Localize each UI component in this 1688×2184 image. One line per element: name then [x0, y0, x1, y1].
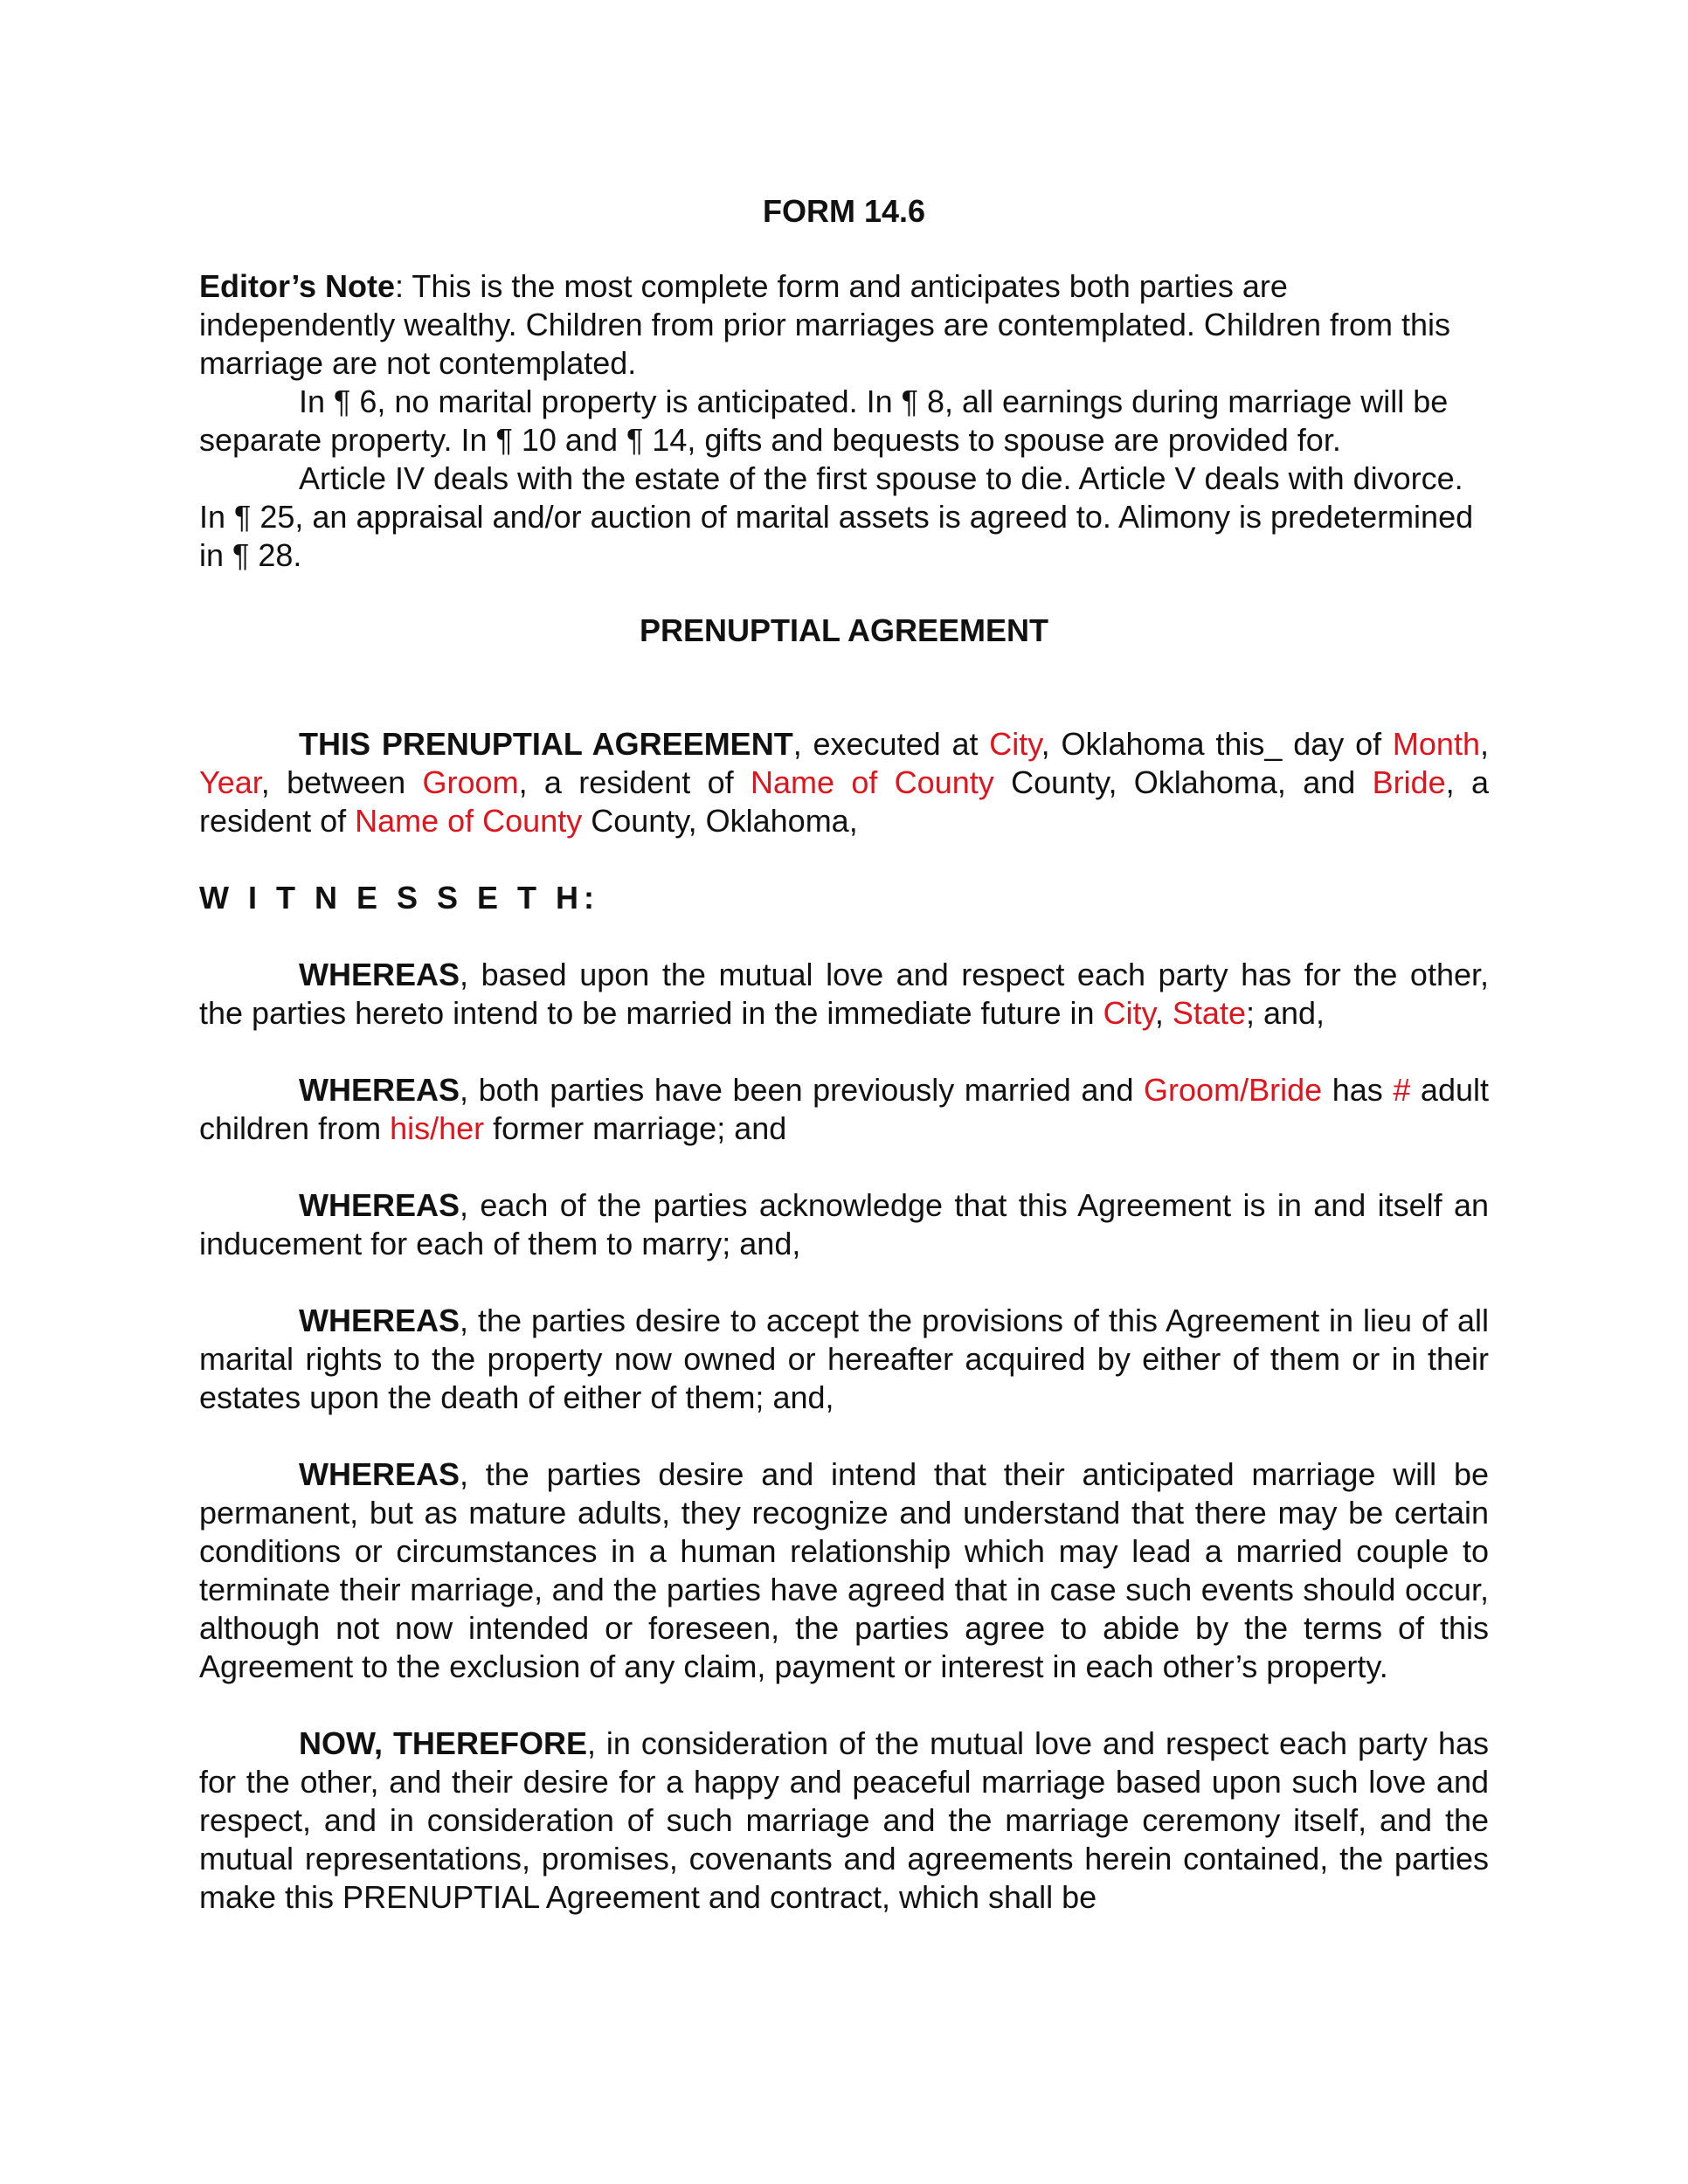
- intro-text: , executed at: [792, 726, 990, 762]
- placeholder-county: Name of County: [750, 764, 994, 800]
- whereas-text: ,: [1154, 995, 1173, 1031]
- placeholder-county: Name of County: [355, 803, 583, 839]
- whereas-paragraph-3: [199, 1186, 1489, 1263]
- editors-note: [199, 267, 1489, 575]
- whereas-lead: WHEREAS: [299, 1303, 460, 1338]
- intro-text: , Oklahoma this_ day of: [1041, 726, 1393, 762]
- document-page: [199, 192, 1489, 1917]
- intro-text: County, Oklahoma, and: [993, 764, 1373, 800]
- placeholder-groom-bride: Groom/Bride: [1144, 1072, 1323, 1108]
- intro-text: , between: [260, 764, 423, 800]
- therefore-paragraph: [199, 1724, 1489, 1917]
- placeholder-year: Year: [199, 764, 261, 800]
- placeholder-state: State: [1172, 995, 1246, 1031]
- placeholder-count: #: [1393, 1072, 1411, 1108]
- therefore-lead: NOW, THEREFORE: [299, 1725, 587, 1761]
- intro-text: ,: [1479, 726, 1489, 762]
- placeholder-bride: Bride: [1372, 764, 1446, 800]
- whereas-lead: WHEREAS: [299, 1072, 460, 1108]
- placeholder-city: City: [1103, 995, 1155, 1031]
- intro-lead: THIS PRENUPTIAL AGREEMENT: [299, 726, 793, 762]
- agreement-title: PRENUPTIAL AGREEMENT: [639, 612, 1049, 648]
- placeholder-city: City: [989, 726, 1041, 762]
- intro-text: County, Oklahoma,: [582, 803, 858, 839]
- therefore-text: , in consideration of the mutual love and respect each party has for the other, and their desire for a happy and peaceful marriage based upon such love and respect, and in consideration of such marriage and the marriage ceremony itself, and the mutual representations, promises, covenants and agreements herein contained, the parties make this PRENUPTIAL Agreement and contract, which shall be: [199, 1725, 1489, 1915]
- form-title: FORM 14.6: [762, 193, 926, 229]
- intro-text: , a resident of: [518, 764, 751, 800]
- intro-text: , a resident of: [199, 764, 1489, 839]
- whereas-paragraph-4: [199, 1302, 1489, 1417]
- whereas-text: adult children from: [199, 1072, 1489, 1146]
- whereas-text: , the parties desire to accept the provisions of this Agreement in lieu of all marital rights to the property now owned or hereafter acquired by either of them or in their estates upon the death of either of them; and,: [199, 1303, 1489, 1415]
- placeholder-groom: Groom: [422, 764, 519, 800]
- whereas-text: , based upon the mutual love and respect each party has for the other, the parties hereto intend to be married in the immediate future in: [199, 957, 1489, 1031]
- whereas-text: , the parties desire and intend that their anticipated marriage will be permanent, but as mature adults, they recognize and understand that there may be certain conditions or circumstances in a human relationship which may lead a married couple to terminate their marriage, and the parties have agreed that in case such events should occur, although not now intended or foreseen, the parties agree to abide by the terms of this Agreement to the exclusion of any claim, payment or interest in each other’s property.: [199, 1456, 1489, 1684]
- whereas-text: , each of the parties acknowledge that this Agreement is in and itself an inducement for each of them to marry; and,: [199, 1187, 1489, 1261]
- whereas-text: has: [1322, 1072, 1394, 1108]
- placeholder-pronoun: his/her: [390, 1110, 485, 1146]
- whereas-lead: WHEREAS: [299, 1456, 460, 1492]
- whereas-text: former marriage; and: [484, 1110, 787, 1146]
- whereas-paragraph-2: [199, 1071, 1489, 1148]
- whereas-paragraph-5: [199, 1455, 1489, 1686]
- editors-note-para-2: In ¶ 6, no marital property is anticipated. In ¶ 8, all earnings during marriage will be separate property. In ¶ 10 and ¶ 14, gifts and bequests to spouse are provided for.: [199, 384, 1449, 458]
- placeholder-month: Month: [1392, 726, 1480, 762]
- editors-note-para-1: [199, 267, 1489, 383]
- editors-note-text-1: : This is the most complete form and anticipates both parties are independently wealthy. Children from prior marriages are contemplated. Children from this marriage are not contemplated.: [199, 268, 1451, 381]
- editors-note-para-3: Article IV deals with the estate of the first spouse to die. Article V deals with divorce. In ¶ 25, an appraisal and/or auction of marital assets is agreed to. Alimony is predetermined in ¶ 28.: [199, 460, 1474, 573]
- whereas-lead: WHEREAS: [299, 1187, 460, 1223]
- editors-note-label: Editor’s Note: [199, 268, 396, 304]
- intro-paragraph: [199, 725, 1489, 840]
- witnesseth-heading: W I T N E S S E T H:: [199, 880, 600, 916]
- whereas-text: , both parties have been previously married and: [460, 1072, 1145, 1108]
- whereas-lead: WHEREAS: [299, 957, 460, 992]
- whereas-text: ; and,: [1245, 995, 1325, 1031]
- whereas-paragraph-1: [199, 956, 1489, 1033]
